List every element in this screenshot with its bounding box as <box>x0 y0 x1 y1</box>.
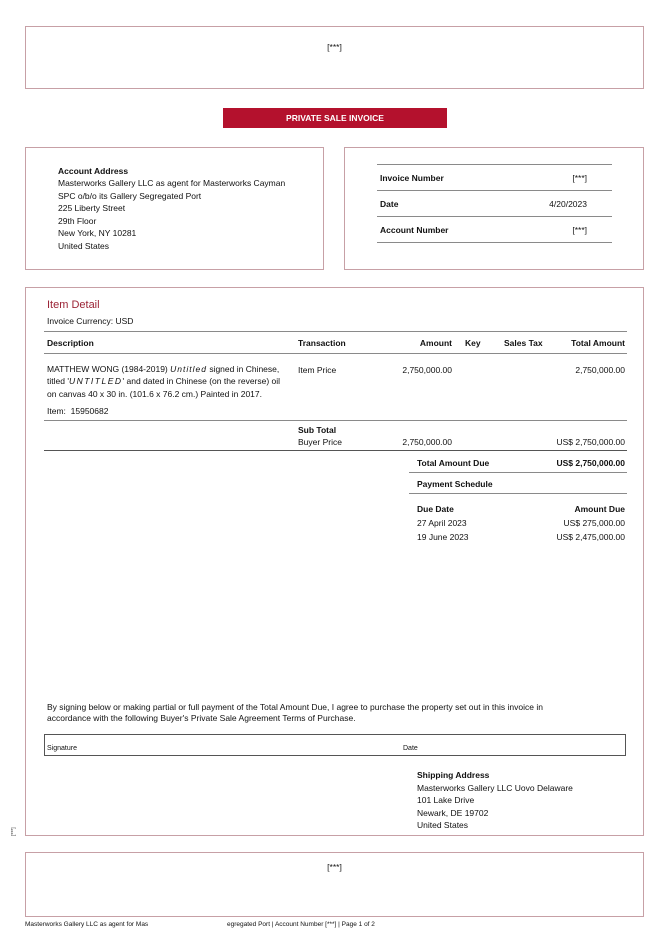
divider <box>377 216 612 217</box>
col-sales-tax: Sales Tax <box>504 338 543 348</box>
col-total-amount: Total Amount <box>571 338 625 348</box>
payment-schedule-rule <box>409 493 627 494</box>
amount-due-header: Amount Due <box>574 504 625 514</box>
subtotal-transaction: Buyer Price <box>298 437 342 447</box>
divider <box>377 242 612 243</box>
item-amount: 2,750,000.00 <box>402 365 452 375</box>
item-description: MATTHEW WONG (1984-2019) Untitled signed in Chinese, titled 'UNTITLED' and dated in Chinese (on the reverse) oil on canvas 40 x 30 in. (101.6 x 76.2 cm.) Painted in 2017. <box>47 364 281 399</box>
side-marker: [***] <box>11 827 17 836</box>
item-total: 2,750,000.00 <box>575 365 625 375</box>
total-due-label: Total Amount Due <box>417 458 490 468</box>
shipping-address-heading: Shipping Address <box>417 770 490 780</box>
footer-placeholder: [***] <box>327 862 342 872</box>
invoice-title-banner: PRIVATE SALE INVOICE <box>223 108 447 128</box>
col-transaction: Transaction <box>298 338 346 348</box>
item-number: Item: 15950682 <box>47 406 109 416</box>
col-key: Key <box>465 338 481 348</box>
shipping-address-line: Masterworks Gallery LLC Uovo Delaware <box>417 782 573 793</box>
invoice-number-value: [***] <box>572 173 587 183</box>
signature-date-label: Date <box>403 745 418 752</box>
account-number-label: Account Number <box>380 225 449 235</box>
total-due-rule <box>409 472 627 473</box>
footer-left-text: Masterworks Gallery LLC as agent for Mas <box>25 921 149 928</box>
schedule-row-date: 27 April 2023 <box>417 518 467 528</box>
account-address-line: 29th Floor <box>58 215 97 226</box>
invoice-number-label: Invoice Number <box>380 173 444 183</box>
agreement-text: By signing below or making partial or full payment of the Total Amount Due, I agree to purchase the property set out in this invoice in accordance with the following Buyer's Private Sale Agreement Terms of Purchase. <box>47 702 543 723</box>
header-rule <box>44 353 627 354</box>
total-due-value: US$ 2,750,000.00 <box>556 458 625 468</box>
header-placeholder: [***] <box>327 42 342 52</box>
payment-schedule-title: Payment Schedule <box>417 479 493 489</box>
schedule-row-date: 19 June 2023 <box>417 532 469 542</box>
subtotal-total: US$ 2,750,000.00 <box>556 437 625 447</box>
schedule-row-amount: US$ 2,475,000.00 <box>556 532 625 542</box>
date-label: Date <box>380 199 399 209</box>
shipping-address-line: 101 Lake Drive <box>417 795 475 805</box>
item-transaction: Item Price <box>298 365 337 375</box>
account-address-line: New York, NY 10281 <box>58 228 137 238</box>
table-top-rule <box>44 331 627 332</box>
schedule-row-amount: US$ 275,000.00 <box>563 518 625 528</box>
date-value: 4/20/2023 <box>549 199 587 209</box>
subtotal-amount: 2,750,000.00 <box>402 437 452 447</box>
subtotal-label: Sub Total <box>298 425 337 435</box>
shipping-address-line: United States <box>417 820 469 830</box>
footer-box <box>25 852 644 917</box>
account-address-heading: Account Address <box>58 166 129 176</box>
subtotal-rule <box>44 450 627 451</box>
item-detail-box <box>25 287 644 836</box>
signature-label: Signature <box>47 745 77 752</box>
account-address-box <box>25 147 324 270</box>
footer-right-text: egregated Port | Account Number [***] | Page 1 of 2 <box>227 921 375 928</box>
signature-box[interactable] <box>44 734 626 756</box>
item-detail-title: Item Detail <box>47 299 100 311</box>
account-number-value: [***] <box>572 225 587 235</box>
item-rule <box>44 420 627 421</box>
col-amount: Amount <box>419 338 452 348</box>
header-box <box>25 26 644 89</box>
shipping-address-line: Newark, DE 19702 <box>417 807 489 818</box>
account-address-line: Masterworks Gallery LLC as agent for Masterworks Cayman <box>58 178 286 188</box>
invoice-info-box <box>344 147 644 270</box>
account-address-line: United States <box>58 240 110 251</box>
due-date-header: Due Date <box>417 504 454 514</box>
account-address-line: SPC o/b/o its Gallery Segregated Port <box>58 190 202 201</box>
invoice-currency: Invoice Currency: USD <box>47 316 134 326</box>
account-address-line: 225 Liberty Street <box>58 203 126 213</box>
divider <box>377 164 612 165</box>
col-description: Description <box>47 338 94 348</box>
divider <box>377 190 612 191</box>
